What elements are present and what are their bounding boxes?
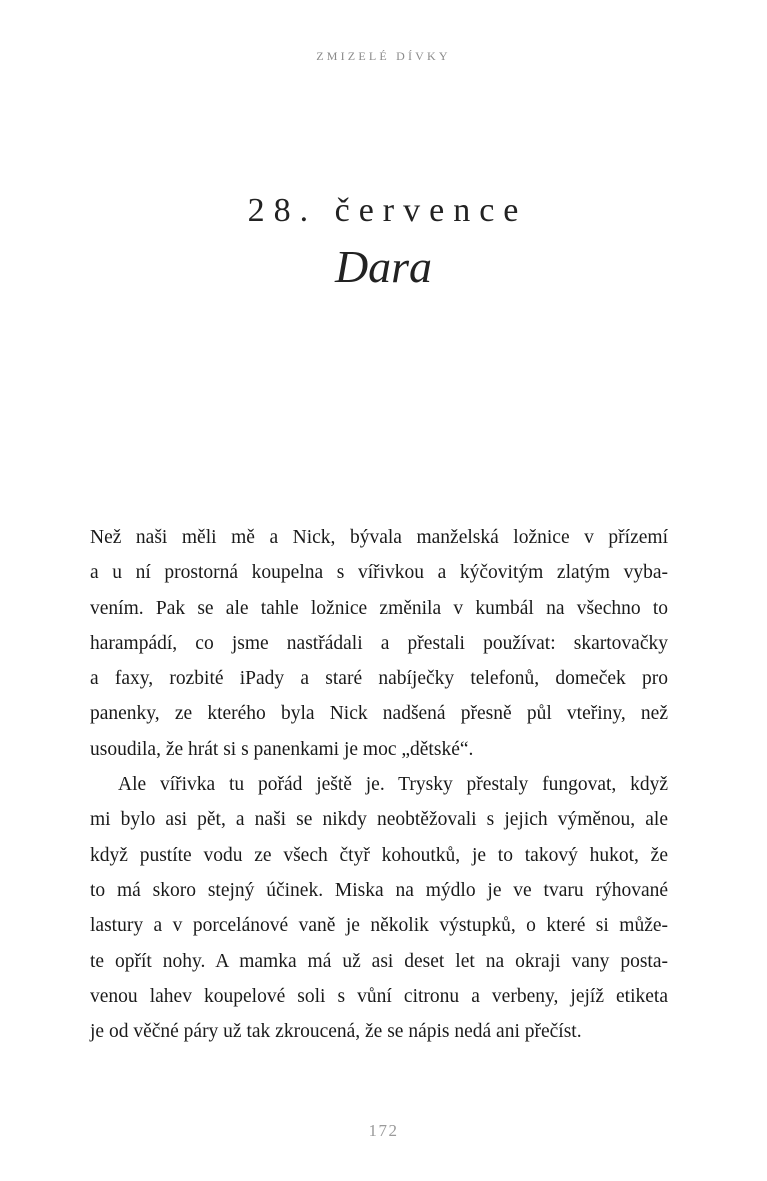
text-line: je od věčné páry už tak zkroucená, že se nápis nedá ani přečíst. [90,1021,582,1043]
text-line: venou lahev koupelové soli s vůní citronu a verbeny, jejíž etiketa [90,985,668,1007]
text-line: když pustíte vodu ze všech čtyř kohoutků, je to takový hukot, že [90,844,668,866]
chapter-narrator: Dara [334,241,433,292]
body-text [90,522,668,1051]
text-line: a u ní prostorná koupelna s vířivkou a kýčovitým zlatým vyba- [90,562,668,584]
text-line: harampádí, co jsme nastřádali a přestali používat: skartovačky [90,632,668,654]
text-line: mi bylo asi pět, a naši se nikdy neobtěžovali s jejich výměnou, ale [90,809,668,831]
text-line: vením. Pak se ale tahle ložnice změnila v kumbál na všechno to [90,597,668,619]
text-line: usoudila, že hrát si s panenkami je moc „dětské“. [90,738,474,760]
text-line: panenky, ze kterého byla Nick nadšená přesně půl vteřiny, než [90,703,668,725]
page-number: 172 [368,1121,399,1140]
text-line: Ale vířivka tu pořád ještě je. Trysky přestaly fungovat, když [118,774,668,796]
chapter-date: 28. července [247,192,528,229]
text-line: te opřít nohy. A mamka má už asi deset let na okraji vany posta- [90,950,668,972]
running-header: ZMIZELÉ DÍVKY [316,49,451,63]
text-line: Než naši měli mě a Nick, bývala manželská ložnice v přízemí [90,527,668,548]
text-line: to má skoro stejný účinek. Miska na mýdlo je ve tvaru rýhované [90,879,668,901]
text-line: lastury a v porcelánové vaně je několik výstupků, o které si může- [90,915,668,937]
text-line: a faxy, rozbité iPady a staré nabíječky telefonů, domeček pro [90,668,668,690]
